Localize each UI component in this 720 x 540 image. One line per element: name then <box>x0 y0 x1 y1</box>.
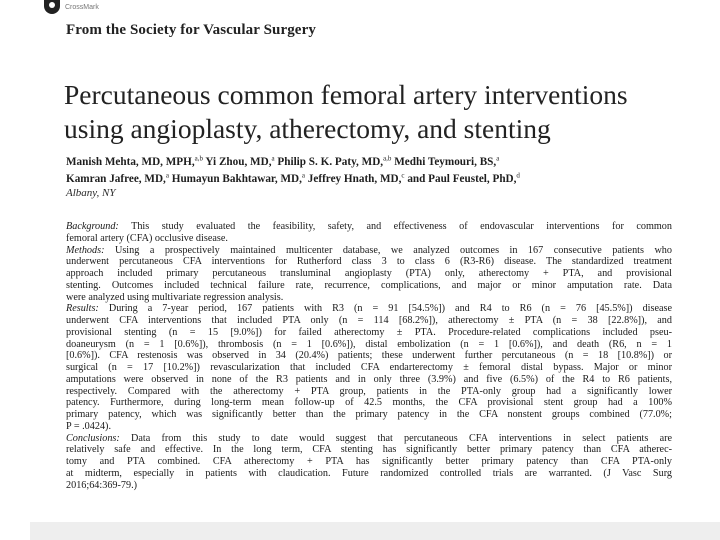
abstract-line: provisional stenting (n = 15 [9.0%]) for failed atherectomy ± PTA. Procedure-related complications included pseu- <box>66 326 672 338</box>
crossmark-icon <box>44 0 60 14</box>
abstract-line: doaneurysm (n = 1 [0.6%]), thrombosis (n = 1 [0.6%]), distal embolization (n = 1 [0.6%]), and death (R6, n = 1 <box>66 338 672 350</box>
title-line: using angioplasty, atherectomy, and stenting <box>64 113 551 144</box>
author-affiliation-mark: a <box>301 171 305 180</box>
author-affiliation-mark: a,b <box>194 154 203 163</box>
abstract-line: amputations were observed in none of the R3 patients and in only three (3.9%) and five (6.5%) of the R4 to R6 patients, <box>66 373 672 385</box>
abstract-line: tomy and PTA combined. CFA atherectomy + PTA has significantly better primary patency than CFA PTA-only <box>66 456 672 467</box>
abstract-line: Background: This study evaluated the feasibility, safety, and effectiveness of endovascular interventions for common <box>66 221 672 232</box>
author-list <box>66 154 706 188</box>
author-line <box>66 171 706 188</box>
abstract-line: surgical (n = 17 [10.2%]) revascularization that included CFA endarterectomy ± femoral distal bypass. Major or minor <box>66 362 672 373</box>
abstract-line: primary patency, which was significantly better than the primary patency in the CFA nonstent groups combined (77.0%; <box>66 409 672 420</box>
methods-heading: Methods: <box>66 244 105 256</box>
article-title <box>64 78 704 146</box>
author-line <box>66 154 706 171</box>
author-name: Philip S. K. Paty, MD, <box>277 156 384 168</box>
abstract-line: femoral artery (CFA) occlusive disease. <box>66 232 228 244</box>
author-name: Jeffrey Hnath, MD, <box>307 173 402 185</box>
author-name: Yi Zhou, MD, <box>205 156 272 168</box>
abstract-line: underwent CFA interventions that included PTA only (n = 114 [68.2%]), atherectomy ± PTA (n = 38 [22.8%]), and <box>66 315 672 326</box>
abstract-line: underwent percutaneous CFA interventions for Rutherford class 3 to class 6 (R3-R6) disease. The standardized treatment <box>66 256 672 268</box>
abstract-line: relatively safe and effective. In the long term, CFA stenting has significantly better primary patency than CFA atherec- <box>66 444 672 456</box>
author-name: Kamran Jafree, MD, <box>66 173 166 185</box>
abstract-line: stenting. Outcomes included technical failure rate, recurrence, complications, and major or minor amputation rate. Data <box>66 279 672 291</box>
abstract-line: patency. Furthermore, during long-term mean follow-up of 42.5 months, the CFA provisional stent group had a 100% <box>66 397 672 409</box>
results-heading: Results: <box>66 303 99 315</box>
crossmark-label: CrossMark <box>65 3 99 11</box>
abstract-line: were analyzed using multivariate regression analysis. <box>66 291 284 303</box>
abstract-line: P = .0424). <box>66 420 111 432</box>
author-affiliation-mark: a <box>271 154 275 163</box>
author-name: and Paul Feustel, PhD, <box>407 173 517 185</box>
abstract <box>66 221 672 491</box>
background-heading: Background: <box>66 221 119 232</box>
author-name: Humayun Bakhtawar, MD, <box>171 173 302 185</box>
author-affiliation-mark: c <box>401 171 405 180</box>
abstract-line: 2016;64:369-79.) <box>66 479 138 491</box>
author-affiliation-mark: d <box>516 171 520 180</box>
crossmark-logo[interactable] <box>44 0 99 14</box>
author-name: Medhi Teymouri, BS, <box>394 156 497 168</box>
abstract-line: at midterm, especially in patients with claudication. Future randomized controlled trials are warranted. (J Vasc Surg <box>66 467 672 479</box>
affiliation-location: Albany, NY <box>66 187 116 199</box>
abstract-line: Methods: Using a prospectively maintained multicenter database, we analyzed outcomes in 167 consecutive patients who <box>66 244 672 256</box>
society-header: From the Society for Vascular Surgery <box>66 22 316 38</box>
abstract-line: respectively. Compared with the atherectomy + PTA group, patients in the PTA-only group had a significantly lower <box>66 385 672 397</box>
abstract-line: approach included primary percutaneous transluminal angioplasty (PTA) only, atherectomy + PTA, and provisional <box>66 268 672 279</box>
author-name: Manish Mehta, MD, MPH, <box>66 156 195 168</box>
conclusions-heading: Conclusions: <box>66 432 120 444</box>
author-affiliation-mark: a,b <box>383 154 392 163</box>
author-affiliation-mark: a <box>496 154 500 163</box>
abstract-line: Results: During a 7-year period, 167 patients with R3 (n = 91 [54.5%]) and R4 to R6 (n = 76 [45.5%]) disease <box>66 303 673 315</box>
title-line: Percutaneous common femoral artery interventions <box>64 79 628 110</box>
abstract-line: Conclusions: Data from this study to date would suggest that percutaneous CFA interventions in select patients are <box>66 432 673 444</box>
abstract-line: [0.6%]). CFA restenosis was observed in 34 (20.4%) patients; these underwent further percutaneous (n = 18 [10.8%]) or <box>66 350 672 362</box>
author-affiliation-mark: a <box>165 171 169 180</box>
bottom-scroll-area <box>30 522 720 540</box>
